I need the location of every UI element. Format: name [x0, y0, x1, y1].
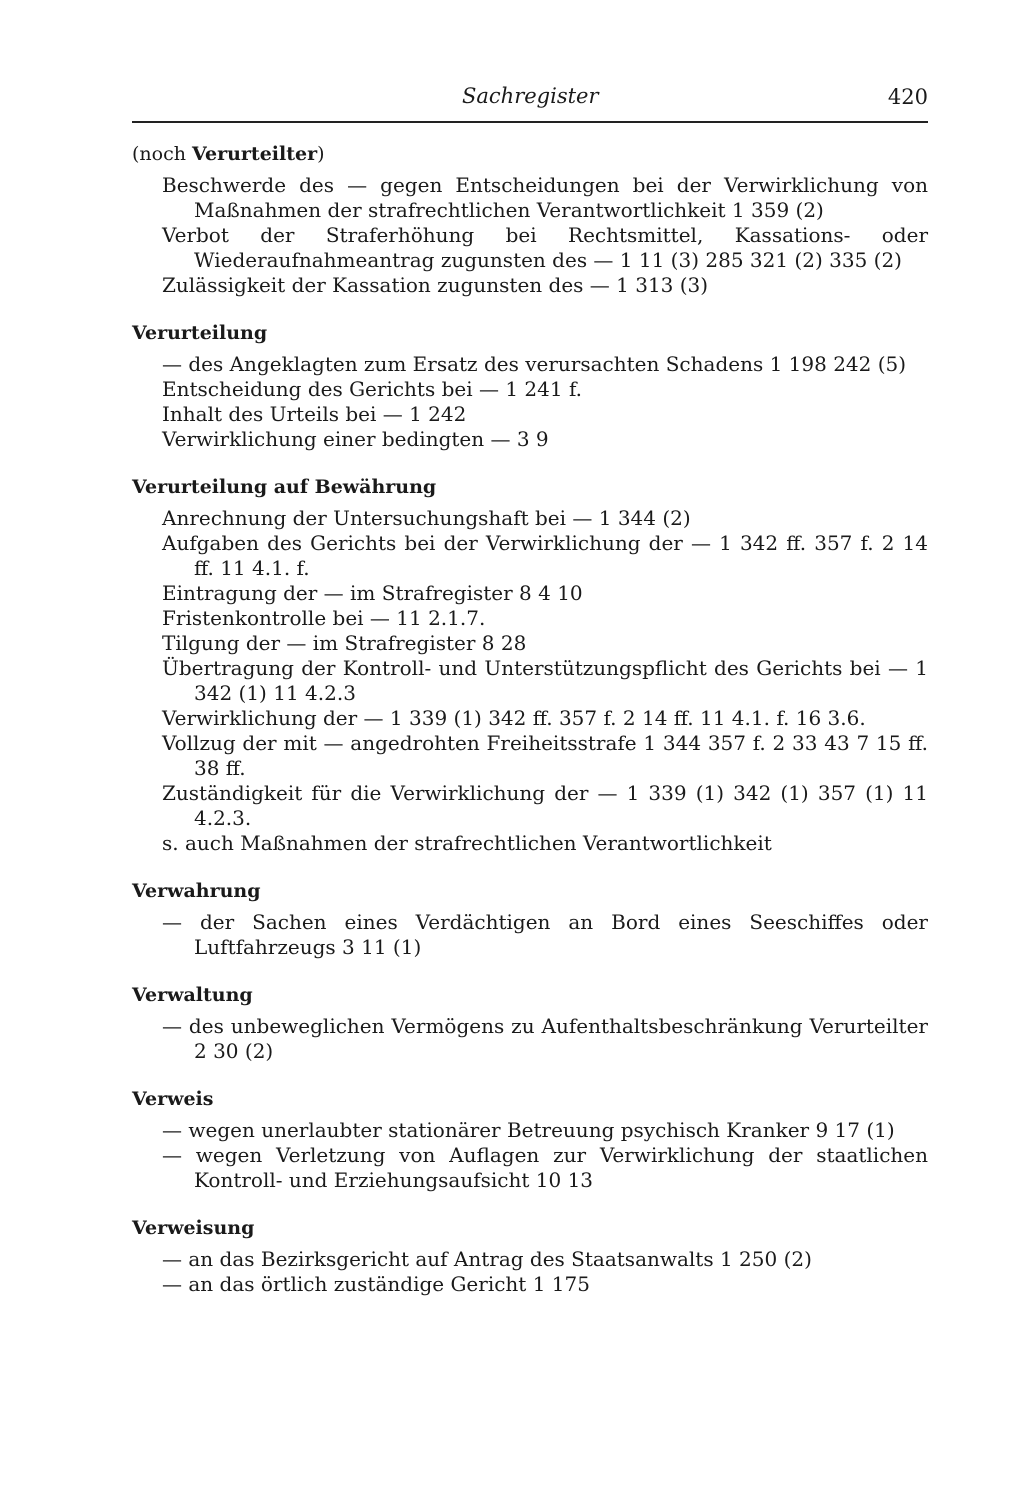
- index-entry: — an das Bezirksgericht auf Antrag des Staatsanwalts 1 250 (2): [162, 1247, 812, 1271]
- index-entry: Anrechnung der Untersuchungshaft bei — 1 344 (2): [162, 506, 691, 530]
- index-entry: Tilgung der — im Strafregister 8 28: [162, 631, 527, 655]
- index-entry: Verwirklichung der — 1 339 (1) 342 ff. 357 f. 2 14 ff. 11 4.1. f. 16 3.6.: [162, 706, 866, 730]
- index-entry: Eintragung der — im Strafregister 8 4 10: [162, 581, 583, 605]
- index-entry: Zuständigkeit für die Verwirklichung der — 1 339 (1) 342 (1) 357 (1) 11 4.2.3.: [162, 781, 928, 830]
- page-number: 420: [887, 85, 928, 109]
- index-entry: Entscheidung des Gerichts bei — 1 241 f.: [162, 377, 582, 401]
- index-entry: Vollzug der mit — angedrohten Freiheitsstrafe 1 344 357 f. 2 33 43 7 15 ff. 38 ff.: [162, 731, 928, 780]
- index-entry: — der Sachen eines Verdächtigen an Bord eines Seeschiffes oder Luftfahrzeugs 3 11 (1): [162, 910, 928, 959]
- index-entry: — des Angeklagten zum Ersatz des verursachten Schadens 1 198 242 (5): [162, 352, 907, 376]
- index-entry: — wegen Verletzung von Auflagen zur Verwirklichung der staatlichen Kontroll- und Erziehungsaufsicht 10 13: [162, 1143, 928, 1192]
- index-entry: Fristenkontrolle bei — 11 2.1.7.: [162, 606, 486, 630]
- group-heading: Verweis: [132, 1088, 214, 1110]
- group-heading: Verwaltung: [132, 984, 253, 1006]
- group-heading: (noch Verurteilter): [132, 143, 325, 165]
- index-entry: Verwirklichung einer bedingten — 3 9: [162, 427, 549, 451]
- index-entry: — des unbeweglichen Vermögens zu Aufenthaltsbeschränkung Verurteilter 2 30 (2): [162, 1014, 928, 1063]
- index-entry: s. auch Maßnahmen der strafrechtlichen Verantwortlichkeit: [162, 831, 772, 855]
- group-heading: Verwahrung: [132, 880, 261, 902]
- index-group-verwahrung: [132, 879, 928, 960]
- running-header-title: Sachregister: [462, 84, 599, 108]
- index-group-verurteilter: [132, 142, 928, 298]
- index-content: [132, 142, 928, 1297]
- index-entry: — wegen unerlaubter stationärer Betreuung psychisch Kranker 9 17 (1): [162, 1118, 895, 1142]
- group-heading: Verweisung: [132, 1217, 255, 1239]
- index-group-verweis: [132, 1087, 928, 1193]
- index-entry: Aufgaben des Gerichts bei der Verwirklichung der — 1 342 ff. 357 f. 2 14 ff. 11 4.1. f.: [162, 531, 928, 580]
- index-entry: — an das örtlich zuständige Gericht 1 175: [162, 1272, 590, 1296]
- group-heading: Verurteilung auf Bewährung: [132, 476, 437, 498]
- index-entry: Inhalt des Urteils bei — 1 242: [162, 402, 467, 426]
- group-heading: Verurteilung: [132, 322, 268, 344]
- index-group-verurteilung: [132, 321, 928, 452]
- index-group-verweisung: [132, 1216, 928, 1297]
- index-entry: Übertragung der Kontroll- und Unterstützungspflicht des Gerichts bei — 1 342 (1) 11 4.2.3: [162, 656, 928, 705]
- index-entry: Zulässigkeit der Kassation zugunsten des — 1 313 (3): [162, 273, 709, 297]
- index-entry: Beschwerde des — gegen Entscheidungen bei der Verwirklichung von Maßnahmen der strafrechtlichen Verantwortlichkeit 1 359 (2): [162, 173, 928, 222]
- index-group-verurteilung-auf-bewaehrung: [132, 475, 928, 856]
- header-rule: [132, 121, 928, 123]
- index-entry: Verbot der Straferhöhung bei Rechtsmittel, Kassations- oder Wiederaufnahmeantrag zugunsten des — 1 11 (3) 285 321 (2) 335 (2): [162, 223, 928, 272]
- index-group-verwaltung: [132, 983, 928, 1064]
